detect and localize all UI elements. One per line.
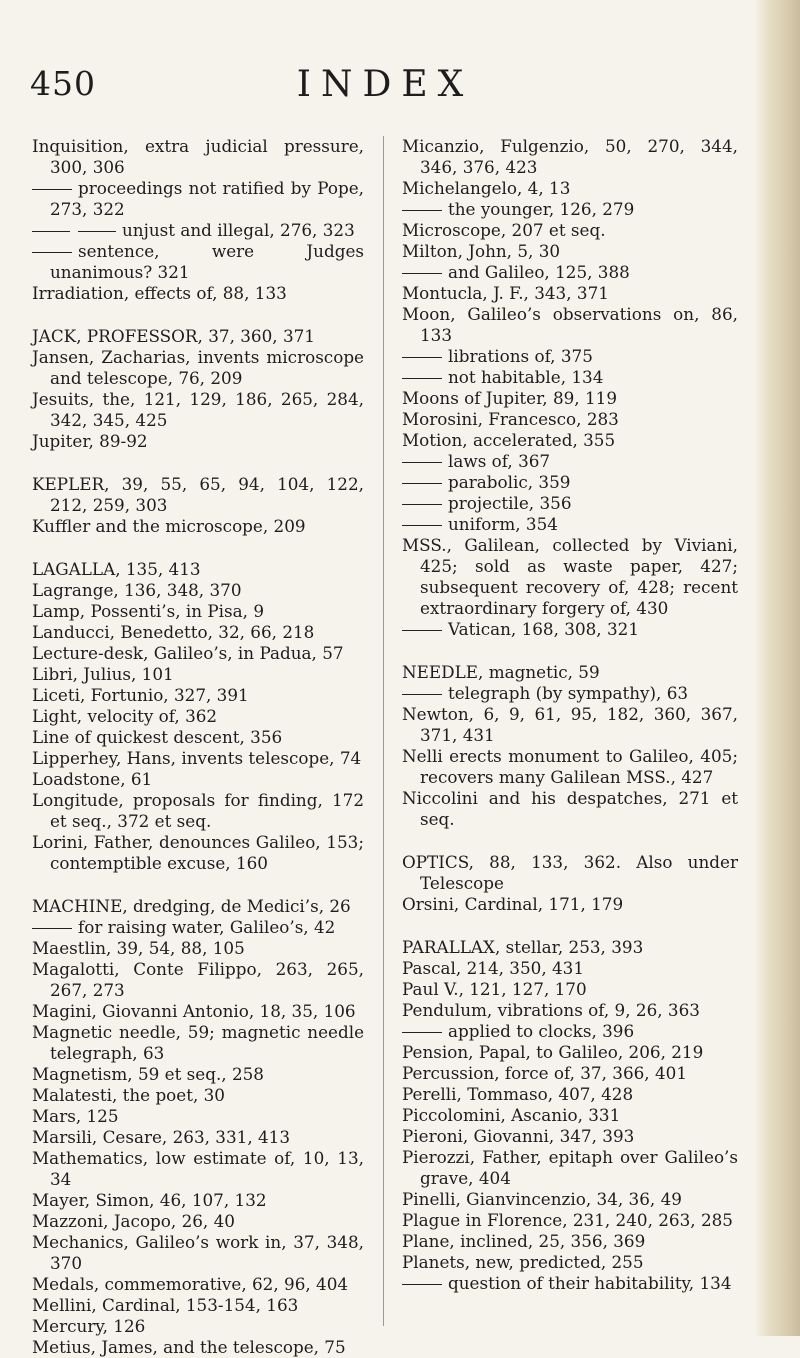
index-entry: Metius, James, and the telescope, 75: [32, 1337, 346, 1357]
index-entry: unjust and illegal, 276, 323: [32, 220, 364, 241]
index-entry: Inquisition, extra judicial pressure, 300, 306: [32, 136, 364, 177]
index-entry: Liceti, Fortunio, 327, 391: [32, 685, 249, 705]
index-entry: Mars, 125: [32, 1106, 119, 1126]
page-number: 450: [30, 64, 96, 103]
page-edge-shadow: [754, 0, 800, 1336]
index-entry: Magnetism, 59 et seq., 258: [32, 1064, 264, 1084]
index-entry: JACK, PROFESSOR, 37, 360, 371: [32, 326, 315, 346]
section-gap: [32, 874, 364, 896]
index-entry: uniform, 354: [402, 514, 738, 535]
index-entry: applied to clocks, 396: [402, 1021, 738, 1042]
index-entry: NEEDLE, magnetic, 59: [402, 662, 600, 682]
index-entry: Nelli erects monument to Galileo, 405; recovers many Galilean MSS., 427: [402, 746, 738, 787]
index-entry: Malatesti, the poet, 30: [32, 1085, 225, 1105]
index-entry: Perelli, Tommaso, 407, 428: [402, 1084, 634, 1104]
index-entry: Lipperhey, Hans, invents telescope, 74: [32, 748, 362, 768]
index-entry: Pascal, 214, 350, 431: [402, 958, 585, 978]
index-entry: Kuffler and the microscope, 209: [32, 516, 306, 536]
index-entry: Lorini, Father, denounces Galileo, 153; contemptible excuse, 160: [32, 832, 364, 873]
section-gap: [32, 452, 364, 474]
index-entry: Magalotti, Conte Filippo, 263, 265, 267, 273: [32, 959, 364, 1000]
index-entry: question of their habitability, 134: [402, 1273, 738, 1294]
index-entry: Motion, accelerated, 355: [402, 430, 616, 450]
index-entry: Paul V., 121, 127, 170: [402, 979, 587, 999]
index-entry: Medals, commemorative, 62, 96, 404: [32, 1274, 349, 1294]
index-entry: parabolic, 359: [402, 472, 738, 493]
index-entry: PARALLAX, stellar, 253, 393: [402, 937, 644, 957]
index-entry: for raising water, Galileo’s, 42: [32, 917, 364, 938]
index-entry: Piccolomini, Ascanio, 331: [402, 1105, 621, 1125]
index-entry: Niccolini and his despatches, 271 et seq.: [402, 788, 738, 829]
index-entry: Mazzoni, Jacopo, 26, 40: [32, 1211, 235, 1231]
index-entry: Vatican, 168, 308, 321: [402, 619, 738, 640]
index-entry: Moon, Galileo’s observations on, 86, 133: [402, 304, 738, 345]
index-column-right: [402, 136, 738, 1294]
index-entry: Newton, 6, 9, 61, 95, 182, 360, 367, 371, 431: [402, 704, 738, 745]
index-entry: Mercury, 126: [32, 1316, 146, 1336]
index-entry: laws of, 367: [402, 451, 738, 472]
index-entry: Magini, Giovanni Antonio, 18, 35, 106: [32, 1001, 356, 1021]
index-columns: [32, 136, 747, 1357]
index-entry: Pierozzi, Father, epitaph over Galileo’s grave, 404: [402, 1147, 738, 1188]
index-entry: Lagrange, 136, 348, 370: [32, 580, 242, 600]
running-title: INDEX: [296, 64, 474, 105]
index-entry: MSS., Galilean, collected by Viviani, 425; sold as waste paper, 427; subsequent recovery of, 428; recent extraordinary forgery of, 430: [402, 535, 738, 618]
index-entry: LAGALLA, 135, 413: [32, 559, 201, 579]
page-header: [30, 64, 740, 114]
index-entry: Mayer, Simon, 46, 107, 132: [32, 1190, 267, 1210]
index-entry: OPTICS, 88, 133, 362. Also under Telescope: [402, 852, 738, 893]
section-gap: [32, 304, 364, 326]
index-entry: Plague in Florence, 231, 240, 263, 285: [402, 1210, 733, 1230]
index-entry: Plane, inclined, 25, 356, 369: [402, 1231, 646, 1251]
index-entry: Milton, John, 5, 30: [402, 241, 561, 261]
index-entry: Planets, new, predicted, 255: [402, 1252, 644, 1272]
index-entry: Jesuits, the, 121, 129, 186, 265, 284, 342, 345, 425: [32, 389, 364, 430]
index-entry: Maestlin, 39, 54, 88, 105: [32, 938, 245, 958]
index-entry: Jansen, Zacharias, invents microscope and telescope, 76, 209: [32, 347, 364, 388]
section-gap: [32, 537, 364, 559]
index-entry: Jupiter, 89-92: [32, 431, 148, 451]
index-entry: Mechanics, Galileo’s work in, 37, 348, 370: [32, 1232, 364, 1273]
index-entry: Landucci, Benedetto, 32, 66, 218: [32, 622, 315, 642]
index-entry: Montucla, J. F., 343, 371: [402, 283, 609, 303]
index-entry: Microscope, 207 et seq.: [402, 220, 606, 240]
index-entry: and Galileo, 125, 388: [402, 262, 738, 283]
index-entry: sentence, were Judges unanimous? 321: [32, 241, 364, 283]
index-entry: the younger, 126, 279: [402, 199, 738, 220]
section-gap: [402, 640, 738, 662]
index-column-left: [32, 136, 364, 1358]
section-gap: [402, 830, 738, 852]
index-entry: Light, velocity of, 362: [32, 706, 218, 726]
index-entry: Pieroni, Giovanni, 347, 393: [402, 1126, 635, 1146]
index-entry: Mathematics, low estimate of, 10, 13, 34: [32, 1148, 364, 1189]
index-entry: Magnetic needle, 59; magnetic needle telegraph, 63: [32, 1022, 364, 1063]
index-entry: Libri, Julius, 101: [32, 664, 174, 684]
index-entry: Loadstone, 61: [32, 769, 153, 789]
index-entry: Percussion, force of, 37, 366, 401: [402, 1063, 688, 1083]
index-entry: Orsini, Cardinal, 171, 179: [402, 894, 624, 914]
index-entry: Morosini, Francesco, 283: [402, 409, 619, 429]
index-entry: librations of, 375: [402, 346, 738, 367]
index-entry: Line of quickest descent, 356: [32, 727, 283, 747]
index-entry: proceedings not ratified by Pope, 273, 322: [32, 178, 364, 220]
index-entry: Lecture-desk, Galileo’s, in Padua, 57: [32, 643, 344, 663]
index-entry: Longitude, proposals for finding, 172 et seq., 372 et seq.: [32, 790, 364, 831]
index-entry: projectile, 356: [402, 493, 738, 514]
index-entry: Pinelli, Gianvincenzio, 34, 36, 49: [402, 1189, 682, 1209]
index-entry: Pension, Papal, to Galileo, 206, 219: [402, 1042, 704, 1062]
index-entry: KEPLER, 39, 55, 65, 94, 104, 122, 212, 259, 303: [32, 474, 364, 515]
index-entry: MACHINE, dredging, de Medici’s, 26: [32, 896, 351, 916]
index-entry: Mellini, Cardinal, 153-154, 163: [32, 1295, 299, 1315]
column-divider: [383, 136, 384, 1326]
index-entry: Pendulum, vibrations of, 9, 26, 363: [402, 1000, 700, 1020]
index-entry: Marsili, Cesare, 263, 331, 413: [32, 1127, 291, 1147]
index-entry: Moons of Jupiter, 89, 119: [402, 388, 618, 408]
index-entry: telegraph (by sympathy), 63: [402, 683, 738, 704]
index-entry: not habitable, 134: [402, 367, 738, 388]
index-entry: Lamp, Possenti’s, in Pisa, 9: [32, 601, 265, 621]
index-entry: Michelangelo, 4, 13: [402, 178, 571, 198]
section-gap: [402, 915, 738, 937]
index-entry: Micanzio, Fulgenzio, 50, 270, 344, 346, 376, 423: [402, 136, 738, 177]
index-entry: Irradiation, effects of, 88, 133: [32, 283, 287, 303]
